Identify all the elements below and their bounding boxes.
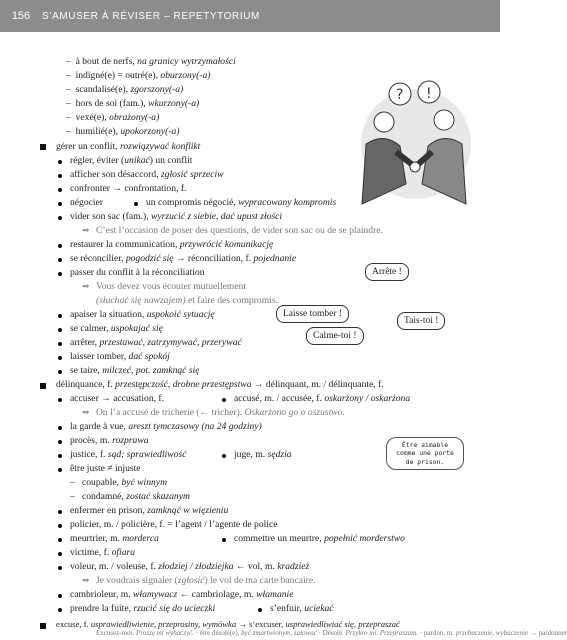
page-title: S’AMUSER À RÉVISER – REPETYTORIUM xyxy=(42,10,260,22)
list-item: meurtrier, m. morderca xyxy=(70,533,159,544)
speech-bubble: Arrête ! xyxy=(365,263,409,281)
arrow-right-icon: ➡ xyxy=(82,281,90,291)
bullet xyxy=(58,244,62,248)
list-item: juge, m. sędzia xyxy=(234,449,292,460)
list-item: accusé, m. / accusée, f. oskarżony / oskarżona xyxy=(234,393,411,404)
list-item: être juste ≠ injuste xyxy=(70,463,141,474)
list-item: prendre la fuite, rzucić się do ucieczki xyxy=(70,603,216,614)
bullet xyxy=(58,160,62,164)
list-item: apaiser la situation, uspokoić sytuację xyxy=(70,309,215,320)
list-item: se calmer, uspokajać się xyxy=(70,323,163,334)
bullet xyxy=(58,426,62,430)
bullet xyxy=(58,594,62,598)
list-item: – humilié(e), upokorzony(-a) xyxy=(66,126,180,137)
svg-text:?: ? xyxy=(396,87,404,103)
list-item: arrêter, przestawać, zatrzymywać, przerywać xyxy=(70,337,242,348)
section-bullet xyxy=(40,144,46,150)
list-item: – indigné(e) = outré(e), oburzony(-a) xyxy=(66,70,211,81)
bullet xyxy=(222,538,226,542)
bullet xyxy=(58,538,62,542)
list-item: enfermer en prison, zamknąć w więzieniu xyxy=(70,505,229,516)
bullet xyxy=(58,188,62,192)
arrow-right-icon: ➡ xyxy=(82,407,90,417)
bullet xyxy=(58,202,62,206)
bullet xyxy=(58,566,62,570)
list-item: – scandalisé(e), zgorszony(-a) xyxy=(66,84,184,95)
bullet xyxy=(134,202,138,206)
speech-bubble: Calme-toi ! xyxy=(306,327,364,345)
list-item: commettre un meurtre, popełnić morderstwo xyxy=(234,533,405,544)
bullet xyxy=(58,356,62,360)
list-item: confronter → confrontation, f. xyxy=(70,183,187,194)
arrow-right-icon: ➡ xyxy=(82,575,90,585)
bullet xyxy=(58,342,62,346)
list-item: – hors de soi (fam.), wkurzony(-a) xyxy=(66,98,200,109)
list-item: restaurer la communication, przywrócić komunikację xyxy=(70,239,274,250)
list-item: victime, f. ofiara xyxy=(70,547,136,558)
list-item: se réconcilier, pogodzić się → réconciliation, f. pojednanie xyxy=(70,253,297,264)
list-item: régler, éviter (unikać) un conflit xyxy=(70,155,193,166)
bullet xyxy=(58,370,62,374)
bullet xyxy=(58,174,62,178)
list-item: vider son sac (fam.), wyrzucić z siebie, dać upust złości xyxy=(70,211,283,222)
handshake-illustration-icon xyxy=(336,74,476,214)
speech-bubble: Laisse tomber ! xyxy=(276,305,349,323)
list-item: un compromis négocié, wypracowany kompromis xyxy=(146,197,337,208)
list-item: procès, m. rozprawa xyxy=(70,435,149,446)
list-item: – à bout de nerfs, na granicy wytrzymałości xyxy=(66,56,236,67)
bullet xyxy=(222,398,226,402)
example-text: Excusez-moi. Proszę mi wybaczyć. · être désolé(e), być zmartwionym, żałować · Désolé. Przykro mi. Przepraszam. · pardon, m. przebaczenie, wybaczenie → pardonner xyxy=(96,629,567,637)
list-item: voleur, m. / voleuse, f. złodziej / złodziejka ← vol, m. kradzież xyxy=(70,561,310,572)
section-heading: excuse, f. usprawiedliwienie, przeprosiny, wymówka → s’excuser, usprawiedliwiać się, przepraszać xyxy=(56,619,400,629)
bullet xyxy=(58,272,62,276)
bullet xyxy=(222,454,226,458)
arrow-right-icon: ➡ xyxy=(82,225,90,235)
bullet xyxy=(58,608,62,612)
bullet xyxy=(58,440,62,444)
bullet xyxy=(58,328,62,332)
idiom-note-bubble: Être aimable comme une porte de prison. xyxy=(386,437,464,470)
page-number: 156 xyxy=(11,9,31,22)
example-text: (słuchać się nawzajem) et faire des compromis. xyxy=(96,295,278,306)
example-text: Je voudrais signaler (zgłosić) le vol de ma carte bancaire. xyxy=(96,575,316,586)
bullet xyxy=(58,216,62,220)
section-bullet xyxy=(40,623,46,629)
svg-text:!: ! xyxy=(426,86,432,102)
bullet xyxy=(58,468,62,472)
example-text: C’est l’occasion de poser des questions, de vider son sac ou de se plaindre. xyxy=(96,225,383,236)
bullet xyxy=(58,258,62,262)
list-item: laisser tomber, dać spokój xyxy=(70,351,170,362)
section-heading: délinquance, f. przestępczość, drobne przestępstwa → délinquant, m. / délinquante, f. xyxy=(56,379,384,390)
list-item: – vexé(e), obrażony(-a) xyxy=(66,112,160,123)
list-item: se taire, milczeć, pot. zamknąć się xyxy=(70,365,200,376)
page-header xyxy=(0,0,500,32)
list-item: cambrioleur, m. włamywacz ← cambriolage, m. włamanie xyxy=(70,589,294,600)
list-item: – coupable, być winnym xyxy=(70,477,167,488)
list-item: policier, m. / policière, f. = l’agent / l’agente de police xyxy=(70,519,278,530)
list-item: s’enfuir, uciekać xyxy=(270,603,334,614)
bullet xyxy=(258,608,262,612)
bullet xyxy=(58,510,62,514)
list-item: – condamné, zostać skazanym xyxy=(70,491,190,502)
bullet xyxy=(58,398,62,402)
list-item: négocier xyxy=(70,197,104,208)
bullet xyxy=(58,314,62,318)
bullet xyxy=(58,454,62,458)
example-text: On l’a accusé de tricherie (← tricher). Oskarżono go o oszustwo. xyxy=(96,407,345,418)
speech-bubble: Tais-toi ! xyxy=(397,312,445,330)
list-item: la garde à vue, areszt tymczasowy (na 24 godziny) xyxy=(70,421,262,432)
example-text: Vous devez vous écouter mutuellement xyxy=(96,281,247,292)
section-heading: gérer un conflit, rozwiązywać konflikt xyxy=(56,141,201,152)
section-bullet xyxy=(40,383,46,389)
list-item: passer du conflit à la réconciliation xyxy=(70,267,205,278)
list-item: afficher son désaccord, zgłosić sprzeciw xyxy=(70,169,224,180)
list-item: justice, f. sąd; sprawiedliwość xyxy=(70,449,187,460)
list-item: accuser → accusation, f. xyxy=(70,393,165,404)
bullet xyxy=(58,524,62,528)
bullet xyxy=(58,552,62,556)
